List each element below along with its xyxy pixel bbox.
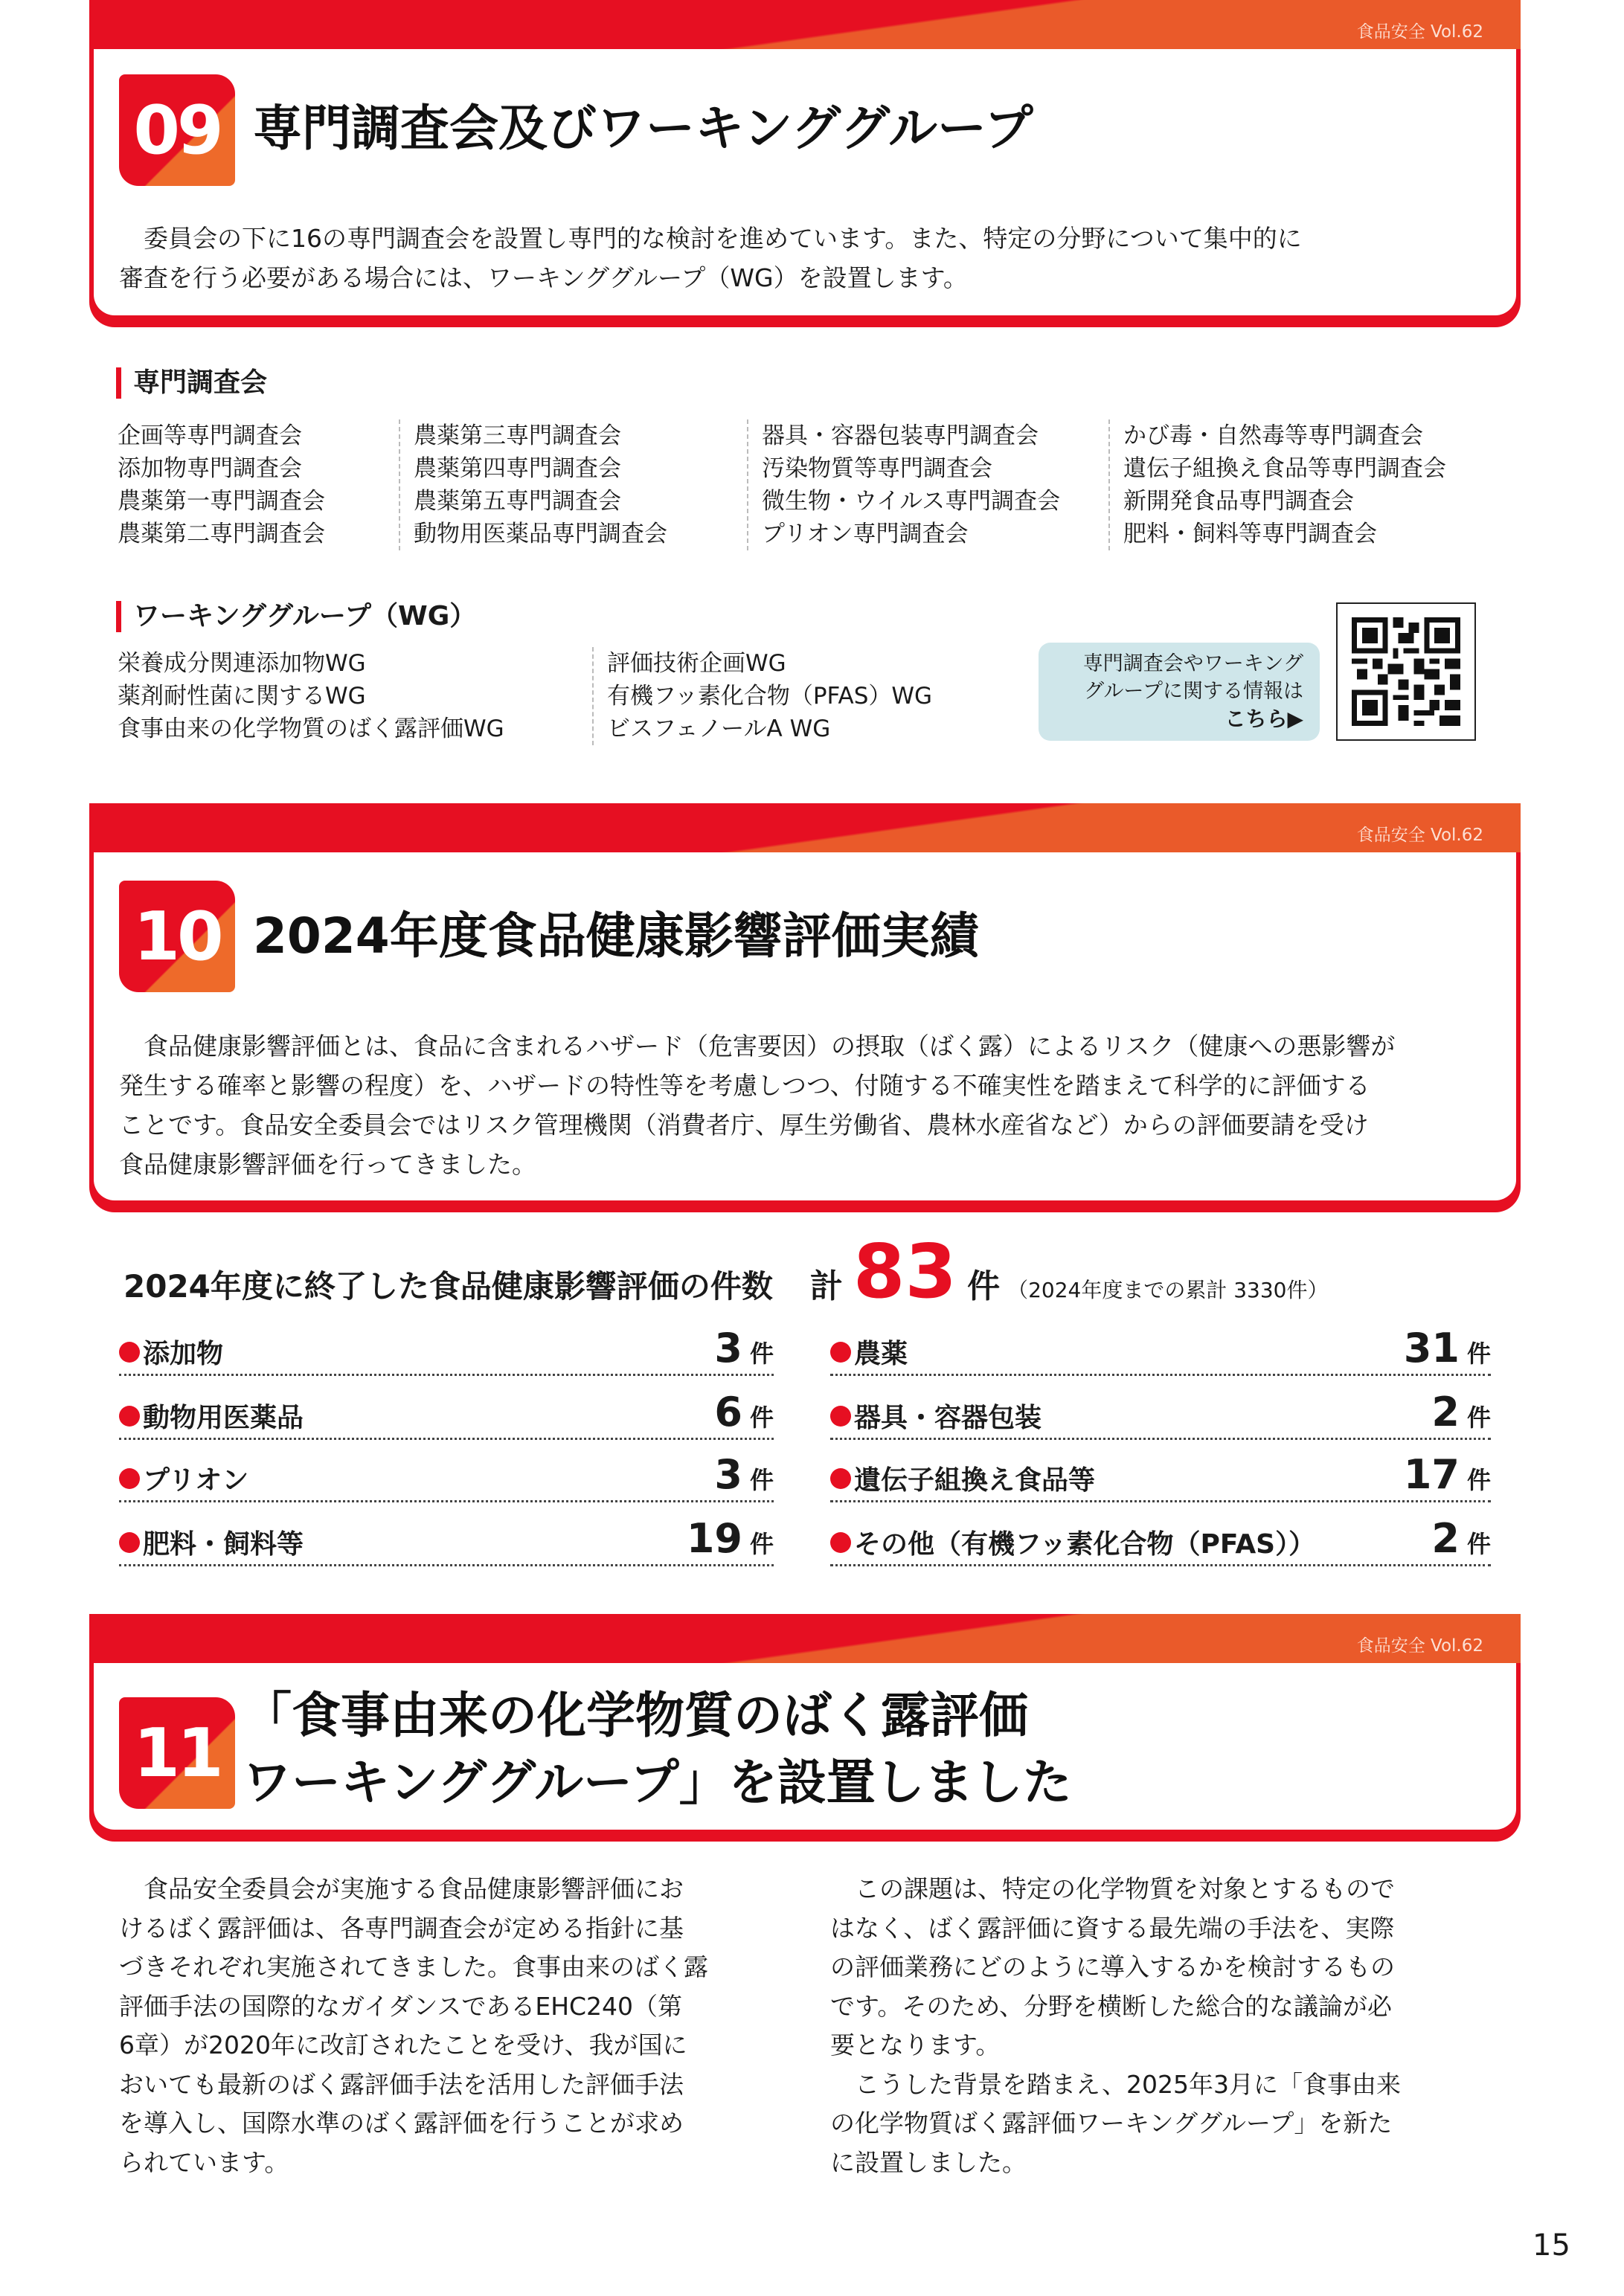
committee-item: 器具・容器包装専門調査会 xyxy=(762,422,1039,449)
committee-item: 農薬第一専門調査会 xyxy=(118,488,325,515)
text-line: 委員会の下に16の専門調査会を設置し専門的な検討を進めています。また、特定の分野について集中的に xyxy=(119,224,1302,253)
text-line: 食品安全委員会が実施する食品健康影響評価にお xyxy=(119,1874,684,1903)
wg-item: 栄養成分関連添加物WG xyxy=(118,650,366,677)
section-header-bar xyxy=(89,1614,1521,1663)
committees-heading: 専門調査会 xyxy=(116,367,267,399)
section-number-badge: 11 xyxy=(119,1697,235,1809)
info-text: 専門調査会やワーキング xyxy=(1082,652,1303,675)
committee-item: 遺伝子組換え食品等専門調査会 xyxy=(1123,455,1446,482)
evaluation-count-row xyxy=(830,1388,1491,1440)
section-header-bar xyxy=(89,0,1521,49)
wg-item: 評価技術企画WG xyxy=(607,650,786,677)
page-number: 15 xyxy=(1532,2228,1570,2263)
bullet-icon xyxy=(119,1468,140,1489)
bullet-icon xyxy=(830,1532,851,1553)
text-line: こうした背景を踏まえ、2025年3月に「食事由来 xyxy=(830,2069,1401,2099)
count-value: 2 xyxy=(1431,1389,1460,1435)
bullet-icon xyxy=(119,1342,140,1363)
count-unit: 件 xyxy=(749,1466,774,1494)
count-value: 31 xyxy=(1403,1325,1460,1372)
committee-item: 動物用医薬品専門調査会 xyxy=(414,521,667,547)
category-label xyxy=(119,1397,304,1435)
committee-item: かび毒・自然毒等専門調査会 xyxy=(1123,422,1423,449)
bullet-icon xyxy=(830,1342,851,1363)
count xyxy=(687,1517,774,1561)
committee-item: 新開発食品専門調査会 xyxy=(1123,488,1354,515)
text-line: づきそれぞれ実施されてきました。食事由来のばく露 xyxy=(119,1952,708,1981)
text-line: 6章）が2020年に改訂されたことを受け、我が国に xyxy=(119,2030,687,2059)
category-label xyxy=(119,1459,248,1497)
committee-column xyxy=(118,419,325,550)
info-link-button[interactable] xyxy=(1039,643,1320,741)
committee-column xyxy=(399,419,667,550)
committee-item: 農薬第二専門調査会 xyxy=(118,521,325,547)
issue-label: 食品安全 Vol.62 xyxy=(1356,1636,1483,1656)
title-line: 「食事由来の化学物質のばく露評価 xyxy=(243,1687,1028,1744)
committee-item: 微生物・ウイルス専門調査会 xyxy=(762,488,1061,515)
category-name: 農薬 xyxy=(854,1339,908,1369)
committee-item: プリオン専門調査会 xyxy=(762,521,969,547)
text-line: 要となります。 xyxy=(830,2030,1001,2059)
category-name: その他（有機フッ素化合物（PFAS）） xyxy=(854,1529,1316,1560)
count xyxy=(714,1453,774,1497)
category-name: プリオン xyxy=(143,1465,249,1496)
category-label xyxy=(119,1333,223,1371)
body-left-column xyxy=(119,1870,708,2182)
committee-item: 肥料・飼料等専門調査会 xyxy=(1123,521,1377,547)
count xyxy=(1404,1326,1491,1371)
count-unit: 件 xyxy=(1466,1340,1491,1368)
qr-code[interactable] xyxy=(1336,602,1476,741)
body-right-column xyxy=(830,1870,1401,2182)
evaluation-count-row xyxy=(119,1450,774,1502)
text-line: 発生する確率と影響の程度）を、ハザードの特性等を考慮しつつ、付随する不確実性を踏まえて科学的に評価する xyxy=(119,1071,1370,1100)
text-line: けるばく露評価は、各専門調査会が定める指針に基 xyxy=(119,1913,684,1943)
info-link-label[interactable]: こちら▶ xyxy=(1225,707,1303,731)
committee-item: 農薬第三専門調査会 xyxy=(414,422,621,449)
cumulative-count: （2024年度までの累計 3330件） xyxy=(1007,1278,1329,1302)
category-name: 動物用医薬品 xyxy=(143,1403,304,1433)
text-line: られています。 xyxy=(119,2147,289,2177)
text-line: はなく、ばく露評価に資する最先端の手法を、実際 xyxy=(830,1913,1395,1943)
text-line: 評価手法の国際的なガイダンスであるEHC240（第 xyxy=(119,1991,683,2021)
count xyxy=(1431,1517,1491,1561)
section-number-badge: 10 xyxy=(119,881,235,992)
wg-item: 有機フッ素化合物（PFAS）WG xyxy=(607,683,933,710)
count-value: 2 xyxy=(1431,1515,1460,1562)
text-line: 食品健康影響評価を行ってきました。 xyxy=(119,1150,536,1179)
text-line: を導入し、国際水準のばく露評価を行うことが求め xyxy=(119,2109,684,2138)
section-title xyxy=(243,1682,1072,1816)
count xyxy=(714,1326,774,1371)
count-value: 6 xyxy=(714,1389,742,1435)
committee-item: 汚染物質等専門調査会 xyxy=(762,455,992,482)
category-label xyxy=(830,1333,908,1371)
section-intro xyxy=(119,1026,1395,1184)
evaluation-count-row xyxy=(119,1514,774,1566)
issue-label: 食品安全 Vol.62 xyxy=(1356,826,1483,845)
count-value: 19 xyxy=(686,1515,742,1562)
committee-column xyxy=(1108,419,1446,550)
title-line: ワーキンググループ」を設置しました xyxy=(243,1754,1072,1811)
section-title: 専門調査会及びワーキンググループ xyxy=(253,100,1033,157)
section-09 xyxy=(89,0,1521,320)
info-text: グループに関する情報は xyxy=(1084,680,1303,703)
category-name: 肥料・飼料等 xyxy=(143,1529,304,1560)
text-line: の化学物質ばく露評価ワーキンググループ」を新た xyxy=(830,2109,1393,2138)
count xyxy=(714,1390,774,1435)
bullet-icon xyxy=(830,1406,851,1427)
count-heading xyxy=(123,1228,1329,1315)
text-line: の評価業務にどのように導入するかを検討するもの xyxy=(830,1952,1395,1981)
count-value: 17 xyxy=(1403,1451,1460,1498)
committee-item: 添加物専門調査会 xyxy=(118,455,302,482)
text-line: 食品健康影響評価とは、食品に含まれるハザード（危害要因）の摂取（ばく露）によるリスク（健康への悪影響が xyxy=(119,1032,1396,1061)
wg-item: ビスフェノールA WG xyxy=(607,716,831,742)
text-line: 審査を行う必要がある場合には、ワーキンググループ（WG）を設置します。 xyxy=(119,263,968,292)
section-11 xyxy=(89,1614,1521,1834)
category-label xyxy=(119,1523,304,1561)
category-name: 添加物 xyxy=(143,1339,224,1369)
section-intro xyxy=(119,219,1302,298)
total-prefix: 計 xyxy=(809,1267,843,1305)
category-label xyxy=(830,1397,1042,1435)
count-value: 3 xyxy=(714,1451,742,1498)
count-value: 3 xyxy=(714,1325,742,1372)
category-name: 器具・容器包装 xyxy=(854,1403,1042,1433)
evaluation-count-row xyxy=(119,1388,774,1440)
wg-heading: ワーキンググループ（WG） xyxy=(116,601,476,632)
committee-item: 農薬第四専門調査会 xyxy=(414,455,621,482)
wg-column xyxy=(592,647,932,745)
committee-item: 企画等専門調査会 xyxy=(118,422,302,449)
wg-item: 薬剤耐性菌に関するWG xyxy=(118,683,366,710)
committee-item: 農薬第五専門調査会 xyxy=(414,488,621,515)
section-header-bar xyxy=(89,803,1521,852)
count xyxy=(1404,1453,1491,1497)
text-line: です。そのため、分野を横断した総合的な議論が必 xyxy=(830,1991,1393,2021)
issue-label: 食品安全 Vol.62 xyxy=(1356,22,1483,42)
category-name: 遺伝子組換え食品等 xyxy=(854,1465,1096,1496)
committee-column xyxy=(747,419,1060,550)
category-label xyxy=(830,1459,1095,1497)
qr-code-icon xyxy=(1351,617,1461,726)
wg-column xyxy=(118,647,504,745)
text-line: ことです。食品安全委員会ではリスク管理機関（消費者庁、厚生労働省、農林水産省など）からの評価要請を受け xyxy=(119,1110,1369,1139)
section-title: 2024年度食品健康影響評価実績 xyxy=(253,907,979,965)
section-number-badge: 09 xyxy=(119,74,235,186)
wg-item: 食事由来の化学物質のばく露評価WG xyxy=(118,716,504,742)
bullet-icon xyxy=(119,1532,140,1553)
evaluation-count-row xyxy=(830,1324,1491,1376)
total-unit: 件 xyxy=(967,1267,1001,1305)
count-unit: 件 xyxy=(1466,1466,1491,1494)
total-count: 83 xyxy=(853,1228,957,1315)
count-unit: 件 xyxy=(749,1340,774,1368)
bullet-icon xyxy=(830,1468,851,1489)
evaluation-count-row xyxy=(830,1450,1491,1502)
count-unit: 件 xyxy=(1466,1403,1491,1432)
text-line: に設置しました。 xyxy=(830,2147,1027,2177)
count-unit: 件 xyxy=(749,1530,774,1558)
count-unit: 件 xyxy=(1466,1530,1491,1558)
bullet-icon xyxy=(119,1406,140,1427)
evaluation-count-row xyxy=(119,1324,774,1376)
count xyxy=(1431,1390,1491,1435)
text-line: この課題は、特定の化学物質を対象とするもので xyxy=(830,1874,1395,1903)
count-heading-text: 2024年度に終了した食品健康影響評価の件数 xyxy=(123,1268,773,1305)
count-unit: 件 xyxy=(749,1403,774,1432)
category-label xyxy=(830,1523,1315,1561)
section-10 xyxy=(89,803,1521,1205)
evaluation-count-row xyxy=(830,1514,1491,1566)
text-line: おいても最新のばく露評価手法を活用した評価手法 xyxy=(119,2069,684,2099)
